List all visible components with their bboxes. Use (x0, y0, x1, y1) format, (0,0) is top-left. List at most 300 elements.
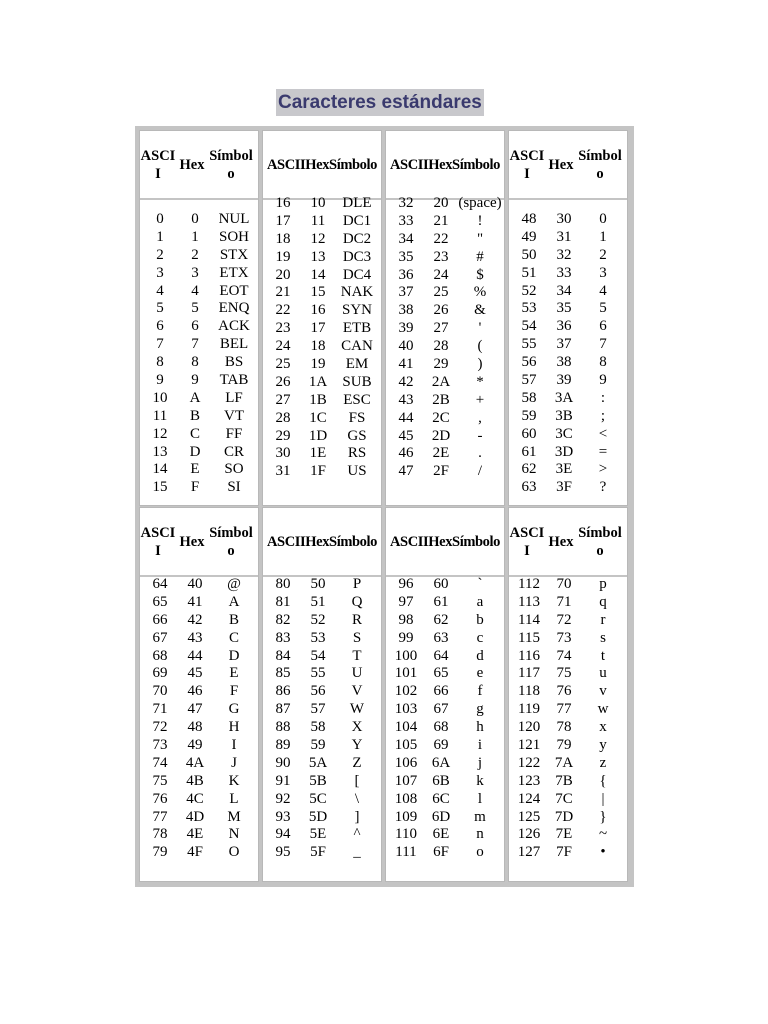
cell-ascii: 44 (398, 409, 414, 426)
cell-hex: 20 (433, 195, 449, 211)
cell-ascii: 70 (152, 683, 168, 700)
cell-ascii: 5 (156, 300, 164, 317)
ascii-subtable (139, 130, 259, 506)
cell-ascii: 9 (156, 372, 164, 389)
cell-ascii: 124 (517, 790, 541, 807)
table-row (140, 594, 258, 612)
cell-symbol: SOH (218, 228, 249, 245)
cell-hex: 47 (187, 701, 203, 718)
cell-symbol: R (351, 611, 362, 628)
cell-symbol: US (347, 463, 367, 480)
cell-symbol: c (476, 629, 484, 646)
cell-ascii: 74 (152, 754, 168, 771)
cell-symbol: g (476, 701, 484, 718)
cell-hex: 75 (556, 665, 572, 682)
cell-symbol: BS (224, 354, 244, 371)
cell-ascii: 33 (398, 212, 414, 229)
cell-hex: 7C (555, 790, 573, 807)
cell-ascii: 3 (156, 264, 164, 281)
table-row (140, 229, 258, 247)
cell-hex: 32 (556, 246, 572, 263)
cell-symbol: @ (227, 576, 241, 592)
cell-ascii: 109 (394, 808, 418, 825)
header-symbol: Símbolo (209, 524, 253, 559)
table-row (263, 737, 381, 755)
ascii-subtable (262, 507, 382, 882)
table-row (263, 826, 381, 844)
table-row (386, 612, 504, 630)
cell-hex: 29 (433, 356, 449, 373)
cell-symbol: v (599, 683, 607, 700)
cell-hex: 22 (433, 230, 449, 247)
cell-hex: 1A (308, 373, 328, 390)
table-row (386, 576, 504, 594)
cell-ascii: 6 (156, 318, 164, 335)
table-row (263, 576, 381, 594)
cell-symbol: SUB (342, 373, 372, 390)
cell-hex: 5C (309, 790, 327, 807)
table-header (386, 131, 504, 200)
cell-ascii: 26 (275, 373, 291, 390)
header-ascii: ASCII (266, 533, 306, 550)
cell-hex: 37 (556, 336, 572, 353)
cell-symbol: \ (354, 790, 360, 807)
cell-hex: 42 (187, 611, 203, 628)
cell-ascii: 73 (152, 737, 168, 754)
cell-hex: A (189, 389, 201, 406)
table-row (386, 356, 504, 374)
cell-ascii: 58 (521, 389, 537, 406)
table-row (140, 755, 258, 773)
cell-ascii: 102 (394, 683, 418, 700)
table-row (386, 302, 504, 320)
table-row (263, 338, 381, 356)
cell-symbol: ( (477, 338, 483, 355)
table-row (509, 826, 627, 844)
cell-hex: 64 (433, 647, 449, 664)
cell-symbol: + (475, 391, 485, 408)
cell-symbol: l (477, 790, 483, 807)
cell-symbol: y (599, 737, 607, 754)
cell-symbol: " (476, 230, 484, 247)
table-row (140, 300, 258, 318)
cell-symbol: G (228, 701, 240, 718)
cell-hex: 3 (191, 264, 199, 281)
cell-hex: 7A (554, 754, 574, 771)
cell-ascii: 4 (156, 282, 164, 299)
cell-ascii: 78 (152, 826, 168, 843)
cell-ascii: 66 (152, 611, 168, 628)
cell-symbol: ETB (342, 320, 372, 337)
header-ascii: ASCII (140, 524, 176, 559)
cell-symbol: } (599, 808, 607, 825)
cell-hex: 35 (556, 300, 572, 317)
table-row (263, 231, 381, 249)
header-hex: Hex (305, 156, 330, 173)
cell-symbol: ; (600, 407, 606, 424)
table-row (509, 283, 627, 301)
cell-hex: 52 (310, 611, 326, 628)
cell-hex: 3D (554, 443, 574, 460)
cell-symbol: o (476, 844, 484, 861)
cell-hex: 2 (191, 246, 199, 263)
table-row (263, 791, 381, 809)
cell-symbol: b (476, 611, 484, 628)
cell-ascii: 121 (517, 737, 541, 754)
cell-ascii: 91 (275, 772, 291, 789)
cell-ascii: 23 (275, 320, 291, 337)
cell-symbol: a (476, 593, 484, 610)
table-body (263, 576, 381, 862)
table-row (386, 410, 504, 428)
cell-symbol: NUL (218, 211, 250, 227)
cell-symbol: > (598, 461, 608, 478)
table-header (263, 508, 381, 577)
cell-symbol: EOT (219, 282, 249, 299)
cell-symbol: P (352, 576, 362, 592)
table-header (386, 508, 504, 577)
table-row (386, 701, 504, 719)
table-row (263, 773, 381, 791)
cell-hex: 73 (556, 629, 572, 646)
cell-ascii: 123 (517, 772, 541, 789)
cell-symbol: $ (476, 266, 484, 283)
cell-hex: 4C (186, 790, 204, 807)
table-row (140, 809, 258, 827)
table-row (386, 338, 504, 356)
cell-hex: 6A (431, 754, 451, 771)
cell-ascii: 67 (152, 629, 168, 646)
cell-hex: 1F (310, 463, 326, 480)
cell-symbol: ^ (353, 826, 361, 843)
table-row (386, 445, 504, 463)
table-row (140, 773, 258, 791)
table-row (386, 284, 504, 302)
cell-hex: E (190, 461, 200, 478)
table-row (140, 737, 258, 755)
cell-hex: 6B (432, 772, 450, 789)
table-header (140, 131, 258, 200)
cell-symbol: - (477, 427, 483, 444)
header-symbol: Símbolo (578, 147, 622, 182)
table-row (140, 576, 258, 594)
cell-symbol: L (229, 790, 239, 807)
cell-hex: 3A (554, 389, 574, 406)
cell-hex: 6D (431, 808, 451, 825)
table-row (263, 320, 381, 338)
cell-hex: 6 (191, 318, 199, 335)
table-body (263, 195, 381, 481)
cell-ascii: 115 (518, 629, 540, 646)
table-header (509, 508, 627, 577)
cell-hex: 4E (186, 826, 204, 843)
cell-symbol: ] (354, 808, 360, 825)
table-row (263, 683, 381, 701)
cell-hex: 7F (556, 844, 572, 861)
cell-hex: 2B (432, 391, 450, 408)
header-hex: Hex (428, 533, 453, 550)
table-row (263, 755, 381, 773)
cell-symbol: Y (351, 737, 363, 754)
table-row (140, 265, 258, 283)
table-row (386, 231, 504, 249)
table-row (140, 719, 258, 737)
cell-ascii: 85 (275, 665, 291, 682)
cell-hex: 10 (310, 195, 326, 211)
cell-symbol: 0 (599, 211, 607, 227)
cell-symbol: % (473, 284, 487, 301)
cell-ascii: 80 (275, 576, 291, 592)
cell-ascii: 47 (398, 463, 414, 480)
header-ascii: ASCII (140, 147, 176, 182)
cell-hex: 4B (186, 772, 204, 789)
cell-hex: 5A (308, 754, 328, 771)
cell-symbol: ENQ (218, 300, 250, 317)
table-row (509, 719, 627, 737)
ascii-subtable (508, 130, 628, 506)
cell-symbol: C (228, 629, 239, 646)
table-row (386, 844, 504, 862)
table-row (140, 826, 258, 844)
table-row (140, 665, 258, 683)
cell-ascii: 50 (521, 246, 537, 263)
cell-symbol: GS (347, 427, 367, 444)
cell-ascii: 93 (275, 808, 291, 825)
table-row (263, 701, 381, 719)
cell-hex: 45 (187, 665, 203, 682)
table-row (140, 461, 258, 479)
cell-ascii: 49 (521, 228, 537, 245)
table-row (140, 844, 258, 862)
cell-hex: 4D (185, 808, 205, 825)
cell-hex: 7 (191, 336, 199, 353)
cell-symbol: U (351, 665, 363, 682)
cell-symbol: DLE (342, 195, 372, 211)
table-row (509, 479, 627, 497)
table-row (386, 195, 504, 213)
cell-hex: 6F (433, 844, 449, 861)
cell-ascii: 95 (275, 844, 291, 861)
table-row (509, 372, 627, 390)
cell-hex: D (189, 443, 201, 460)
header-symbol: Símbolo (452, 533, 501, 550)
cell-symbol: 2 (599, 246, 607, 263)
table-row (263, 630, 381, 648)
cell-hex: 48 (187, 719, 203, 736)
table-row (509, 576, 627, 594)
cell-ascii: 120 (517, 719, 541, 736)
cell-ascii: 65 (152, 593, 168, 610)
table-row (263, 213, 381, 231)
table-row (509, 755, 627, 773)
cell-hex: 55 (310, 665, 326, 682)
cell-symbol: B (228, 611, 239, 628)
cell-hex: 5 (191, 300, 199, 317)
table-row (140, 630, 258, 648)
cell-hex: 12 (310, 230, 326, 247)
table-row (509, 408, 627, 426)
cell-hex: 2F (433, 463, 449, 480)
cell-symbol: ~ (598, 826, 608, 843)
table-row (509, 444, 627, 462)
cell-ascii: 7 (156, 336, 164, 353)
table-row (140, 701, 258, 719)
cell-symbol: : (600, 389, 606, 406)
cell-hex: 61 (433, 593, 449, 610)
header-symbol: Símbolo (329, 533, 378, 550)
cell-ascii: 52 (521, 282, 537, 299)
table-row (509, 665, 627, 683)
table-body (509, 576, 627, 862)
cell-ascii: 40 (398, 338, 414, 355)
header-hex: Hex (179, 533, 205, 550)
cell-ascii: 24 (275, 338, 291, 355)
cell-ascii: 39 (398, 320, 414, 337)
cell-ascii: 97 (398, 593, 414, 610)
header-hex: Hex (548, 533, 574, 550)
cell-symbol: STX (219, 246, 249, 263)
cell-hex: 2A (431, 373, 451, 390)
cell-hex: 28 (433, 338, 449, 355)
ascii-subtable (262, 130, 382, 506)
table-header (509, 131, 627, 200)
cell-hex: 57 (310, 701, 326, 718)
cell-hex: 51 (310, 593, 326, 610)
cell-ascii: 36 (398, 266, 414, 283)
table-row (140, 390, 258, 408)
table-body (386, 576, 504, 862)
cell-hex: 62 (433, 611, 449, 628)
cell-symbol: k (476, 772, 484, 789)
cell-symbol: DC3 (342, 248, 372, 265)
table-row (140, 408, 258, 426)
cell-ascii: 12 (152, 425, 168, 442)
cell-ascii: 28 (275, 409, 291, 426)
table-row (386, 755, 504, 773)
cell-hex: 60 (433, 576, 449, 592)
cell-symbol: & (474, 302, 486, 319)
table-row (509, 461, 627, 479)
table-row (386, 463, 504, 481)
cell-symbol: . (478, 445, 482, 462)
cell-ascii: 113 (518, 593, 540, 610)
cell-hex: 30 (556, 211, 572, 227)
table-row (263, 356, 381, 374)
cell-symbol: K (228, 772, 240, 789)
cell-hex: 77 (556, 701, 572, 718)
table-row (509, 354, 627, 372)
cell-hex: 40 (187, 576, 203, 592)
cell-ascii: 43 (398, 391, 414, 408)
ascii-subtable (139, 507, 259, 882)
header-ascii: ASCII (389, 533, 429, 550)
cell-ascii: 116 (518, 647, 540, 664)
cell-hex: 7B (555, 772, 573, 789)
cell-symbol: CAN (341, 338, 373, 355)
header-symbol: Símbolo (452, 156, 501, 173)
table-row (509, 265, 627, 283)
cell-ascii: 99 (398, 629, 414, 646)
cell-ascii: 92 (275, 790, 291, 807)
table-row (509, 630, 627, 648)
cell-hex: 19 (310, 356, 326, 373)
table-row (263, 665, 381, 683)
table-row (386, 737, 504, 755)
table-row (263, 267, 381, 285)
cell-symbol: FF (225, 425, 243, 442)
table-row (263, 195, 381, 213)
cell-ascii: 22 (275, 302, 291, 319)
table-row (509, 390, 627, 408)
table-header (263, 131, 381, 200)
table-header (140, 508, 258, 577)
cell-hex: 11 (310, 212, 326, 229)
cell-symbol: TAB (219, 372, 249, 389)
cell-symbol: BEL (219, 336, 249, 353)
table-row (263, 719, 381, 737)
cell-symbol: DC1 (342, 212, 372, 229)
cell-ascii: 38 (398, 302, 414, 319)
cell-symbol: f (477, 683, 483, 700)
cell-hex: 1B (309, 391, 327, 408)
cell-hex: 3B (555, 407, 573, 424)
cell-ascii: 114 (518, 611, 540, 628)
cell-ascii: 15 (152, 479, 168, 496)
cell-ascii: 8 (156, 354, 164, 371)
table-row (509, 426, 627, 444)
cell-hex: 38 (556, 354, 572, 371)
cell-symbol: # (476, 248, 484, 265)
cell-ascii: 107 (394, 772, 418, 789)
header-ascii: ASCII (389, 156, 429, 173)
cell-symbol: A (228, 593, 240, 610)
cell-hex: 68 (433, 719, 449, 736)
cell-hex: 24 (433, 266, 449, 283)
cell-symbol: • (600, 844, 606, 861)
cell-hex: 71 (556, 593, 572, 610)
cell-symbol: ' (478, 320, 482, 337)
cell-hex: 5B (309, 772, 327, 789)
table-row (509, 612, 627, 630)
table-row (263, 392, 381, 410)
table-row (386, 320, 504, 338)
cell-symbol: S (352, 629, 362, 646)
table-row (263, 428, 381, 446)
cell-symbol: DC4 (342, 266, 372, 283)
header-ascii: ASCII (266, 156, 306, 173)
header-symbol: Símbolo (578, 524, 622, 559)
cell-symbol: _ (353, 844, 361, 861)
table-row (509, 844, 627, 862)
table-row (386, 428, 504, 446)
cell-symbol: 6 (599, 318, 607, 335)
cell-ascii: 117 (518, 665, 540, 682)
cell-ascii: 104 (394, 719, 418, 736)
cell-hex: 1C (309, 409, 327, 426)
cell-ascii: 51 (521, 264, 537, 281)
cell-symbol: z (599, 754, 607, 771)
cell-hex: 5D (308, 808, 328, 825)
cell-ascii: 37 (398, 284, 414, 301)
cell-ascii: 68 (152, 647, 168, 664)
cell-ascii: 81 (275, 593, 291, 610)
cell-symbol: m (474, 808, 486, 825)
cell-symbol: / (477, 463, 483, 480)
cell-hex: 1 (191, 228, 199, 245)
cell-hex: 21 (433, 212, 449, 229)
cell-ascii: 2 (156, 246, 164, 263)
cell-ascii: 82 (275, 611, 291, 628)
